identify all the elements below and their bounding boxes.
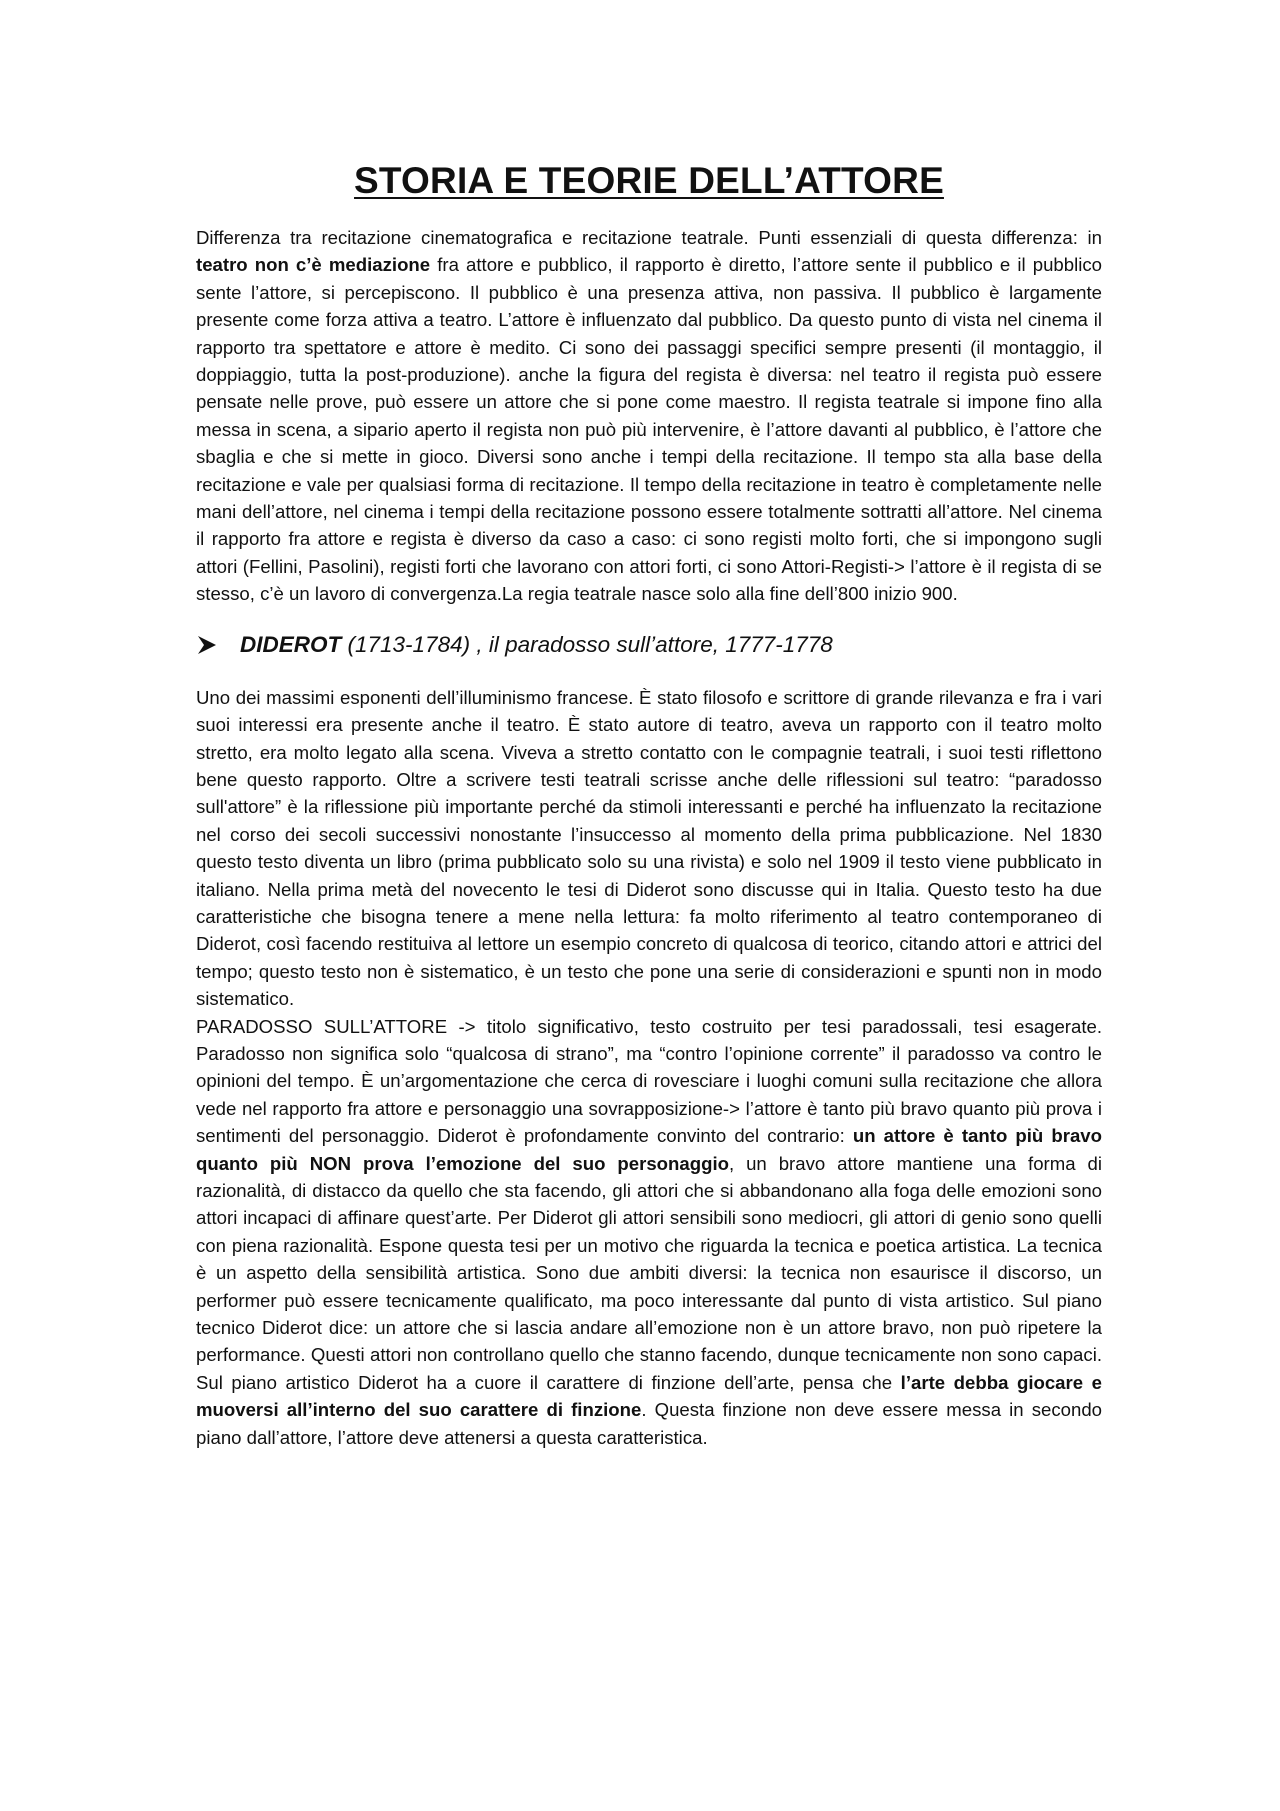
intro-text-2: fra attore e pubblico, il rapporto è diretto, l’attore sente il pubblico e il pubblico sente l’attore, si percepiscono. Il pubblico è una presenza attiva, non passiva. Il pubblico è largamente presente come forza attiva a teatro. L’attore è influenzato dal pubblico. Da questo punto di vista nel cinema il rapporto tra spettatore e attore è medito. Ci sono dei passaggi specifici sempre presenti (il montaggio, il doppiaggio, tutta la post-produzione). anche la figura del regista è diversa: nel teatro il regista può essere pensate nelle prove, può essere un attore che si pone come maestro. Il regista teatrale si impone fino alla messa in scena, a sipario aperto il regista non può più intervenire, è l’attore davanti al pubblico, è l’attore che sbaglia e che si mette in gioco. Diversi sono anche i tempi della recitazione. Il tempo sta alla base della recitazione e vale per qualsiasi forma di recitazione. Il tempo della recitazione in teatro è completamente nelle mani dell’attore, nel cinema i tempi della recitazione possono essere totalmente sottratti all’attore. Nel cinema il rapporto fra attore e regista è diverso da caso a caso: ci sono registi molto forti, che si impongono sugli attori (Fellini, Pasolini), registi forti che lavorano con attori forti, ci sono Attori-Registi-> l’attore è il regista di se stesso, c’è un lavoro di convergenza.La regia teatrale nasce solo alla fine dell’800 inizio 900. bbox=[196, 254, 1102, 605]
section-heading bbox=[196, 632, 1102, 658]
section-heading-rest: (1713-1784) , il paradosso sull’attore, 1777-1778 bbox=[341, 631, 833, 657]
intro-text-1: Differenza tra recitazione cinematografica e recitazione teatrale. Punti essenziali di questa differenza: in bbox=[196, 227, 1102, 248]
intro-paragraph bbox=[196, 224, 1102, 608]
body2-bold-2: l’arte debba giocare e muoversi all’interno del suo carattere di finzione bbox=[196, 1371, 1102, 1421]
intro-bold-1: teatro non c’è mediazione bbox=[196, 254, 431, 276]
section-heading-name: DIDEROT bbox=[240, 631, 342, 657]
document-title: STORIA E TEORIE DELL’ATTORE bbox=[354, 160, 944, 201]
document-page bbox=[196, 160, 1102, 1451]
body2-text-2: , un bravo attore mantiene una forma di razionalità, di distacco da quello che sta facendo, gli attori che si abbandonano alla foga delle emozioni sono attori incapaci di affinare quest’arte. Per Diderot gli attori sensibili sono mediocri, gli attori di genio sono quelli con piena razionalità. Espone questa tesi per un motivo che riguarda la tecnica e poetica artistica. La tecnica è un aspetto della sensibilità artistica. Sono due ambiti diversi: la tecnica non esaurisce il discorso, un performer può essere tecnicamente qualificato, ma poco interessante dal punto di vista artistico. Sul piano tecnico Diderot dice: un attore che si lascia andare all’emozione non è un attore bravo, non può ripetere la performance. Questi attori non controllano quello che stanno facendo, dunque tecnicamente non sono capaci. Sul piano artistico Diderot ha a cuore il carattere di finzione dell’arte, pensa che bbox=[196, 1152, 1102, 1393]
section-heading-text bbox=[240, 632, 833, 658]
body2-text-1: PARADOSSO SULL’ATTORE -> titolo significativo, testo costruito per tesi paradossali, tesi esagerate. Paradosso non significa solo “qualcosa di strano”, ma “contro l’opinione corrente” il paradosso va contro le opinioni del tempo. È un’argomentazione che cerca di rovesciare i luoghi comuni sulla recitazione che allora vede nel rapporto fra attore e personaggio una sovrapposizione-> l’attore è tanto più bravo quanto più prova i sentimenti del personaggio. Diderot è profondamente convinto del contrario: bbox=[196, 1015, 1102, 1147]
body-paragraph-1: Uno dei massimi esponenti dell’illuminismo francese. È stato filosofo e scrittore di grande rilevanza e fra i vari suoi interessi era presente anche il teatro. È stato autore di teatro, aveva un rapporto con il teatro molto stretto, era molto legato alla scena. Viveva a stretto contatto con le compagnie teatrali, i suoi testi riflettono bene questo rapporto. Oltre a scrivere testi teatrali scrisse anche delle riflessioni sul teatro: “paradosso sull'attore” è la riflessione più importante perché da stimoli interessanti e perché ha influenzato la recitazione nel corso dei secoli successivi nonostante l’insuccesso al momento della prima pubblicazione. Nel 1830 questo testo diventa un libro (prima pubblicato solo su una rivista) e solo nel 1909 il testo viene pubblicato in italiano. Nella prima metà del novecento le tesi di Diderot sono discusse qui in Italia. Questo testo ha due caratteristiche che bisogna tenere a mene nella lettura: fa molto riferimento al teatro contemporaneo di Diderot, così facendo restituiva al lettore un esempio concreto di qualcosa di teorico, citando attori e attrici del tempo; questo testo non è sistematico, è un testo che pone una serie di considerazioni e spunti non in modo sistematico. bbox=[196, 686, 1102, 1010]
arrow-bullet-icon bbox=[196, 634, 218, 656]
body2-text-3: . Questa finzione non deve essere messa in secondo piano dall’attore, l’attore deve attenersi a questa caratteristica. bbox=[196, 1399, 1102, 1448]
body-paragraph-2 bbox=[196, 1013, 1102, 1452]
body2-bold-1: un attore è tanto più bravo quanto più NON prova l’emozione del suo personaggio bbox=[196, 1125, 1102, 1174]
